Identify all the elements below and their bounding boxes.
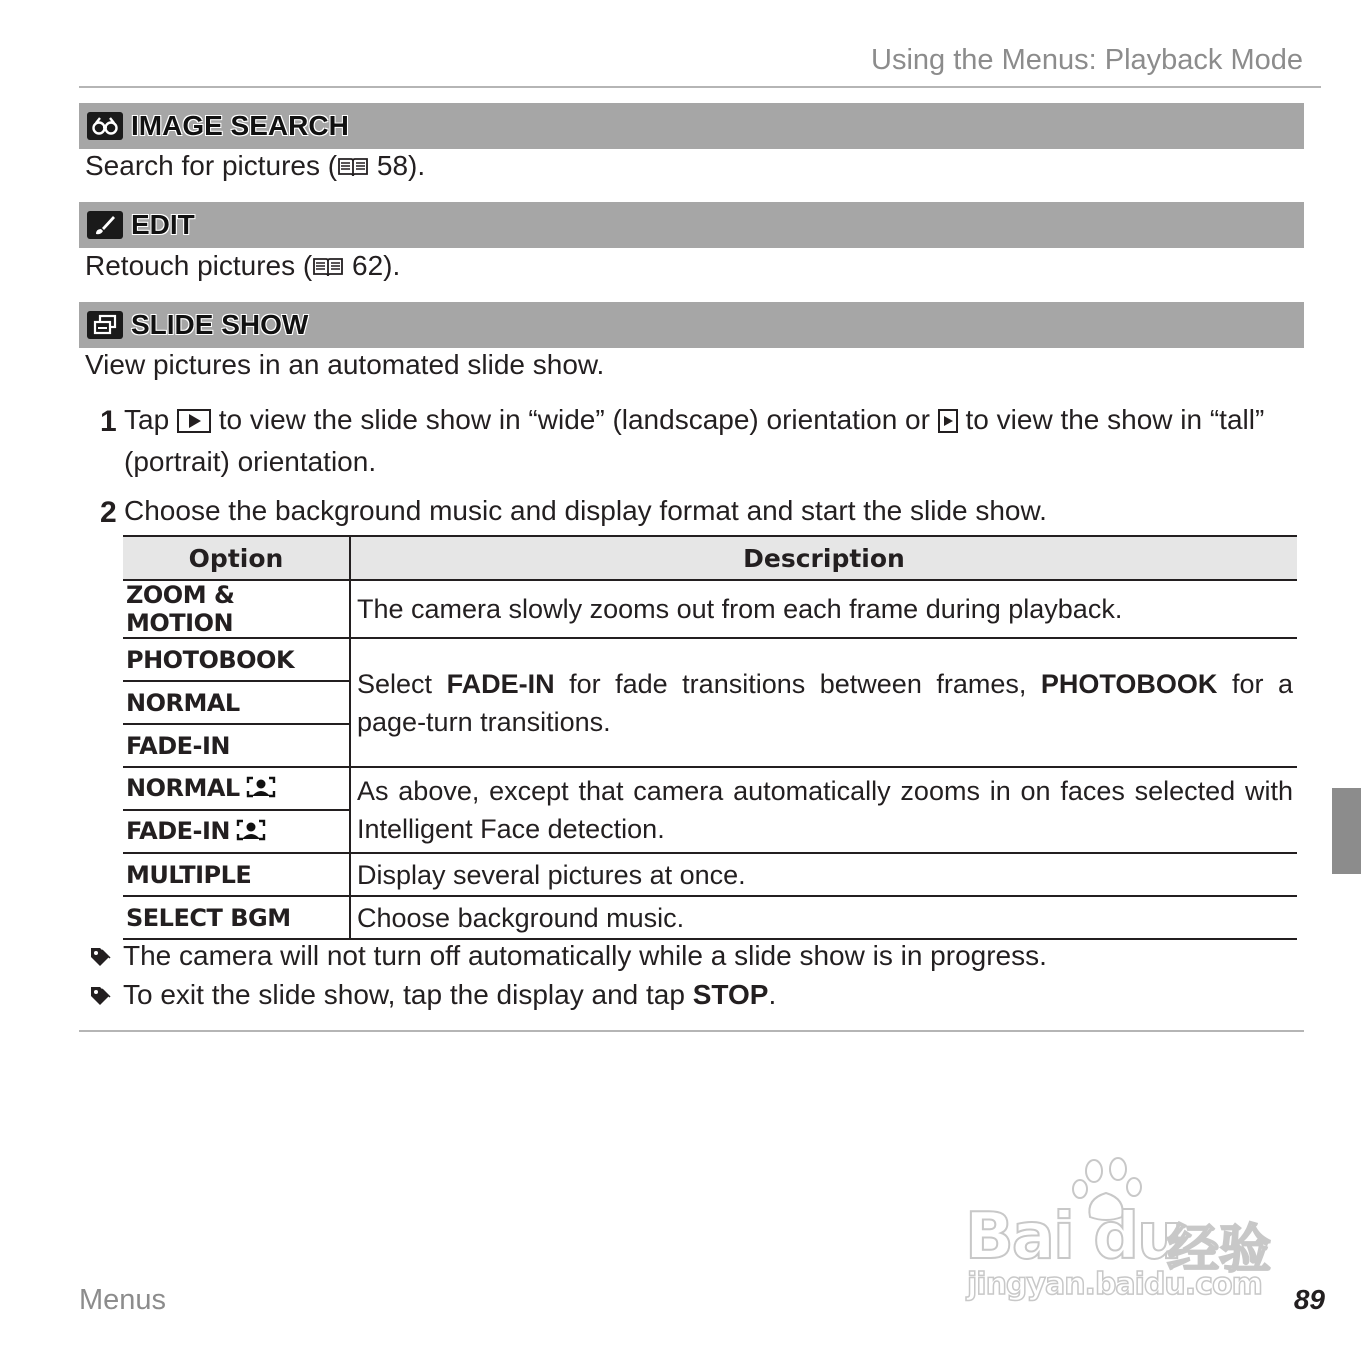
book-reference-icon	[337, 153, 369, 185]
column-header-option: Option	[123, 536, 350, 580]
options-table	[123, 535, 1297, 940]
table-row	[123, 580, 1297, 638]
note-2	[88, 979, 776, 1011]
section-title: EDIT	[131, 209, 195, 240]
step-text: Choose the background music and display format and start the slide show.	[124, 495, 1047, 526]
edit-brush-icon	[87, 211, 123, 239]
play-tall-icon	[938, 405, 958, 443]
section-title: IMAGE SEARCH	[131, 110, 349, 141]
description-cell: As above, except that camera automatically zooms in on faces selected with Intelligent Face detection.	[350, 767, 1297, 853]
note-tag-icon	[88, 983, 112, 1007]
baidu-watermark	[965, 1155, 1285, 1305]
step-number: 2	[100, 496, 117, 529]
binoculars-icon	[87, 112, 123, 140]
section-image-search	[79, 103, 1304, 149]
image-search-description: Search for pictures ( 58).	[85, 150, 425, 185]
column-header-description: Description	[350, 536, 1297, 580]
table-row	[123, 767, 1297, 810]
play-wide-icon	[177, 405, 211, 443]
option-cell: NORMAL	[123, 767, 350, 810]
watermark-cn-text: 经验	[1167, 1220, 1272, 1280]
step-number: 1	[100, 405, 117, 438]
table-header-row	[123, 536, 1297, 580]
step-1	[100, 401, 1304, 481]
option-cell: ZOOM & MOTION	[123, 580, 350, 638]
table-row	[123, 853, 1297, 896]
option-cell: SELECT BGM	[123, 896, 350, 939]
face-detection-icon	[236, 819, 266, 847]
chapter-side-tab	[1332, 788, 1361, 874]
section-slide-show	[79, 302, 1304, 348]
description-cell: Choose background music.	[350, 896, 1297, 939]
section-title: SLIDE SHOW	[131, 309, 309, 340]
watermark-url: jingyan.baidu.com	[967, 1267, 1262, 1302]
step-text: Tap to view the slide show in “wide” (landscape) orientation or to view the show in “tall” (portrait) orientation.	[124, 404, 1265, 477]
running-header-title: Using the Menus: Playback Mode	[871, 44, 1303, 76]
option-cell: PHOTOBOOK	[123, 638, 350, 681]
description-cell: The camera slowly zooms out from each frame during playback.	[350, 580, 1297, 638]
option-cell: FADE-IN	[123, 810, 350, 853]
footer-section-name: Menus	[79, 1284, 167, 1316]
description-cell: Select FADE-IN for fade transitions between frames, PHOTOBOOK for a page-turn transitions.	[350, 638, 1297, 767]
option-cell: FADE-IN	[123, 724, 350, 767]
edit-description: Retouch pictures ( 62).	[85, 250, 400, 285]
note-tag-icon	[88, 944, 112, 968]
option-cell: MULTIPLE	[123, 853, 350, 896]
note-1	[88, 940, 1047, 972]
step-2	[100, 492, 1304, 530]
page-number: 89	[1293, 1284, 1325, 1315]
bottom-rule	[79, 1030, 1304, 1032]
header-rule	[79, 86, 1321, 88]
table-row	[123, 896, 1297, 939]
page-reference: 58	[376, 150, 409, 181]
book-reference-icon	[312, 253, 344, 285]
section-edit	[79, 202, 1304, 248]
table-row	[123, 638, 1297, 681]
option-cell: NORMAL	[123, 681, 350, 724]
note-text: The camera will not turn off automatically while a slide show is in progress.	[123, 940, 1047, 971]
watermark-logo-text: Bai du	[965, 1200, 1181, 1274]
page-reference: 62	[352, 250, 384, 281]
note-text: To exit the slide show, tap the display and tap STOP.	[123, 979, 777, 1010]
slide-show-icon	[87, 311, 123, 339]
description-cell: Display several pictures at once.	[350, 853, 1297, 896]
face-detection-icon	[246, 776, 276, 804]
slide-show-description: View pictures in an automated slide show.	[85, 349, 605, 380]
